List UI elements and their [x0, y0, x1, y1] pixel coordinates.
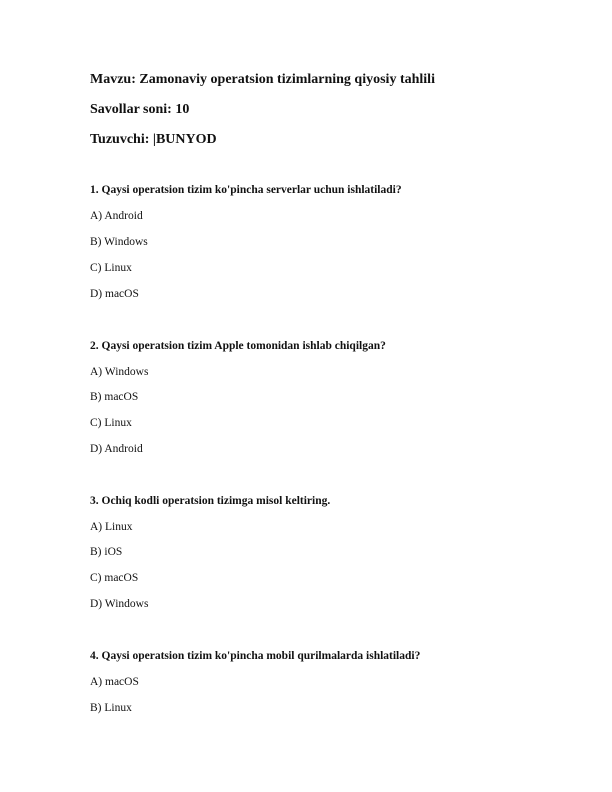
- question-1-option-c: C) Linux: [90, 262, 132, 274]
- question-3-option-d: D) Windows: [90, 598, 149, 610]
- question-3-title: 3. Ochiq kodli operatsion tizimga misol keltiring.: [90, 495, 331, 507]
- question-4-title: 4. Qaysi operatsion tizim ko'pincha mobil qurilmalarda ishlatiladi?: [90, 650, 421, 662]
- question-4-option-b: B) Linux: [90, 702, 132, 714]
- question-1-option-a: A) Android: [90, 210, 143, 222]
- question-count: Savollar soni: 10: [90, 102, 190, 117]
- topic-heading: Mavzu: Zamonaviy operatsion tizimlarning qiyosiy tahlili: [90, 72, 435, 87]
- author-line: Tuzuvchi: |BUNYOD: [90, 132, 217, 147]
- question-3-option-a: A) Linux: [90, 521, 133, 533]
- question-1-option-b: B) Windows: [90, 236, 148, 248]
- question-3-option-b: B) iOS: [90, 546, 123, 558]
- question-4-option-a: A) macOS: [90, 676, 139, 688]
- question-2-option-c: C) Linux: [90, 417, 132, 429]
- question-1-title: 1. Qaysi operatsion tizim ko'pincha serverlar uchun ishlatiladi?: [90, 184, 402, 196]
- question-3-option-c: C) macOS: [90, 572, 139, 584]
- question-2-title: 2. Qaysi operatsion tizim Apple tomonidan ishlab chiqilgan?: [90, 340, 386, 352]
- question-1-option-d: D) macOS: [90, 288, 139, 300]
- question-2-option-a: A) Windows: [90, 366, 149, 378]
- question-2-option-d: D) Android: [90, 443, 143, 455]
- question-2-option-b: B) macOS: [90, 391, 139, 403]
